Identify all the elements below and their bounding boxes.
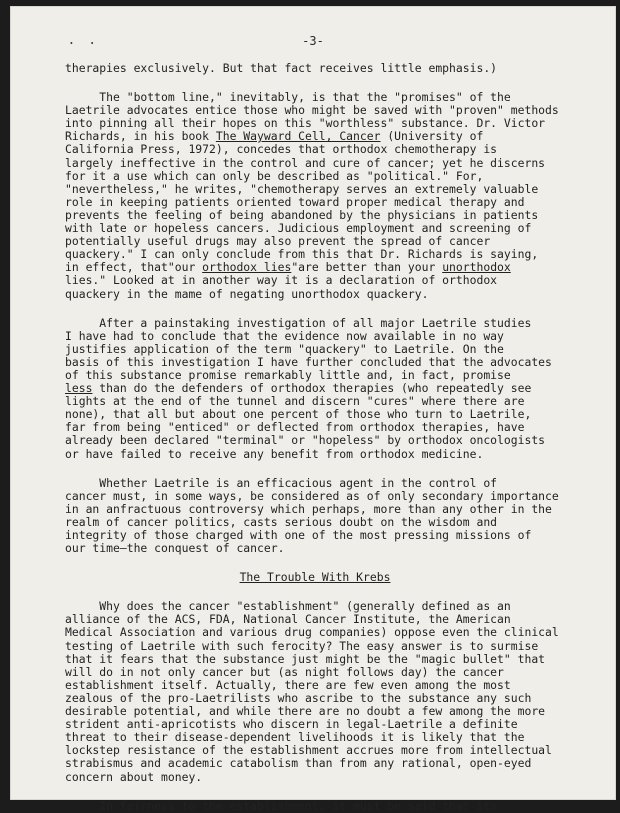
underlined-phrase: orthodox lies <box>202 260 292 275</box>
text-line: that it fears that the substance just might be the "magic bullet" that <box>65 651 546 666</box>
underlined-phrase: unorthodox <box>442 260 511 275</box>
page-marks: • • <box>70 39 102 48</box>
text-line: of this substance promise remarkably little and, in fact, promise <box>65 367 511 382</box>
text-line: or have failed to receive any benefit from orthodox medicine. <box>65 446 484 461</box>
text-line: with late or hopeless cancers. Judicious employment and screening of <box>65 221 532 236</box>
paragraph-investigation <box>65 317 565 461</box>
text-line: for it a use which can only be described as "political." For, <box>65 168 484 183</box>
text-line: in an anfractuous controversy which perhaps, more than any other in the <box>65 501 552 516</box>
text-line: Medical Association and various drug companies) oppose even the clinical <box>65 625 559 640</box>
text-line: quackery in the mame of negating unorthodox quackery. <box>65 286 429 301</box>
text-line: far from being "enticed" or deflected from orthodox therapies, have <box>65 420 525 435</box>
text-line: strident anti-apricotists who discern in legal-Laetrile a definite <box>65 717 518 732</box>
text-line: lockstep resistance of the establishment accrues more from intellectual <box>65 743 552 758</box>
text-line: I have had to conclude that the evidence now available in no way <box>65 328 504 343</box>
book-title: The Wayward Cell, Cancer <box>215 129 381 144</box>
text-line: "nevertheless," he writes, "chemotherapy serves an extremely valuable <box>65 181 539 196</box>
text-line: less than do the defenders of orthodox therapies (who repeatedly see <box>65 381 532 396</box>
text-line: realm of cancer politics, casts serious doubt on the wisdom and <box>65 514 498 529</box>
text-line: Richards, in his book The Wayward Cell, Cancer (University of <box>65 129 484 144</box>
text-line: justifies application of the term "quackery" to Laetrile. On the <box>65 341 504 356</box>
text-line: our time—the conquest of cancer. <box>65 541 285 556</box>
text-line: California Press, 1972), concedes that orthodox chemotherapy is <box>65 142 498 157</box>
paragraph-bottom-line <box>65 91 565 301</box>
text-line: role in keeping patients oriented toward proper medical therapy and <box>65 194 525 209</box>
document-body <box>65 62 565 813</box>
text-line: therapies exclusively. But that fact receives little emphasis.) <box>65 61 498 75</box>
text-line: The "bottom line," inevitably, is that the "promises" of the <box>65 90 511 105</box>
underlined-word: less <box>65 381 93 396</box>
text-line: alliance of the ACS, FDA, National Cancer Institute, the American <box>65 612 511 627</box>
text-line: largely ineffective in the control and cure of cancer; yet he discerns <box>65 155 546 170</box>
paragraph-establishment <box>65 600 565 783</box>
text-line: integrity of those charged with one of the most pressing missions of <box>65 528 532 542</box>
text-line: testing of Laetrile with such ferocity? The easy answer is to surmise <box>65 638 539 653</box>
text-line: potentially useful drugs may also prevent the spread of cancer <box>65 234 491 249</box>
text-line: concern about money. <box>65 769 203 784</box>
text-line: threat to their disease-dependent livelihoods it is likely that the <box>65 730 525 745</box>
text-line: will do in not only cancer but (as night follows day) the cancer <box>65 664 504 679</box>
text-line: quackery." I can only conclude from this that Dr. Richards is saying, <box>65 247 539 262</box>
text-line: none), that all but about one percent of those who turn to Laetrile, <box>65 407 532 422</box>
text-line: strabismus and academic catabolism than from any rational, open-eyed <box>65 756 532 771</box>
text-line: basis of this investigation I have further concluded that the advocates <box>65 354 552 369</box>
text-line: into pinning all their hopes on this "worthless" substance. Dr. Victor <box>65 116 546 131</box>
text-line: Laetrile advocates entice those who might be saved with "proven" methods <box>65 103 559 118</box>
paragraph-efficacy <box>65 477 565 556</box>
text-line: lies." Looked at in another way it is a declaration of orthodox <box>65 273 498 288</box>
section-heading: The Trouble With Krebs <box>239 570 391 585</box>
text-line: Whether Laetrile is an efficacious agent in the control of <box>65 475 498 490</box>
text-line: in effect, that"our orthodox lies"are better than your unorthodox <box>65 260 511 275</box>
text-line: After a painstaking investigation of all major Laetrile studies <box>65 315 532 330</box>
text-line: cancer must, in some ways, be considered as of only secondary importance <box>65 488 559 503</box>
text-line: desirable potential, and while there are no doubt a few among the more <box>65 704 546 719</box>
text-line: already been declared "terminal" or "hopeless" by orthodox oncologists <box>65 433 546 448</box>
text-line: establishment itself. Actually, there are few even among the most <box>65 677 511 692</box>
text-line: zealous of the pro-Laetrilists who ascribe to the substance any such <box>65 690 532 705</box>
text-line: prevents the feeling of being abandoned by the physicians in patients <box>65 207 539 222</box>
text-line: lights at the end of the tunnel and discern "cures" where there are <box>65 394 525 409</box>
page-number: -3- <box>302 34 324 48</box>
text-line: In fairness to the establishment, it must be said that its <box>65 798 498 813</box>
text-line: Why does the cancer "establishment" (generally defined as an <box>65 599 511 614</box>
